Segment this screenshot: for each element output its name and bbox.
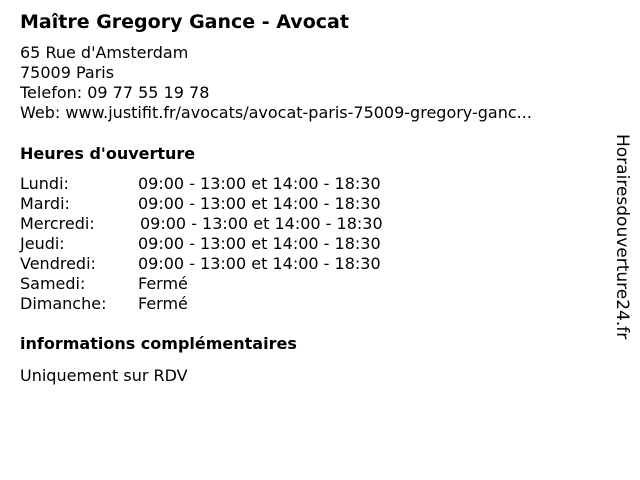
hours-time: 09:00 - 13:00 et 14:00 - 18:30 bbox=[140, 214, 383, 233]
hours-day: Mardi: bbox=[20, 194, 70, 213]
phone-number: Telefon: 09 77 55 19 78 bbox=[20, 83, 210, 102]
address-block bbox=[20, 43, 532, 123]
hours-time: 09:00 - 13:00 et 14:00 - 18:30 bbox=[138, 174, 381, 193]
website-link: Web: www.justifit.fr/avocats/avocat-paris-75009-gregory-ganc... bbox=[20, 103, 532, 122]
hours-time: 09:00 - 13:00 et 14:00 - 18:30 bbox=[138, 234, 381, 253]
hours-time: 09:00 - 13:00 et 14:00 - 18:30 bbox=[138, 194, 381, 213]
city-postal: 75009 Paris bbox=[20, 63, 115, 82]
info-text: Uniquement sur RDV bbox=[20, 366, 188, 385]
hours-day: Dimanche: bbox=[20, 294, 107, 313]
page-title: Maître Gregory Gance - Avocat bbox=[20, 11, 349, 33]
hours-day: Samedi: bbox=[20, 274, 86, 293]
hours-time: Fermé bbox=[138, 294, 188, 313]
hours-day: Mercredi: bbox=[20, 214, 95, 233]
site-watermark: Horairesdouverture24.fr bbox=[612, 134, 632, 340]
hours-heading: Heures d'ouverture bbox=[20, 144, 196, 163]
hours-day: Lundi: bbox=[20, 174, 69, 193]
info-heading: informations complémentaires bbox=[20, 334, 297, 353]
hours-day: Vendredi: bbox=[20, 254, 96, 273]
hours-time: 09:00 - 13:00 et 14:00 - 18:30 bbox=[138, 254, 381, 273]
hours-time: Fermé bbox=[138, 274, 188, 293]
street-address: 65 Rue d'Amsterdam bbox=[20, 43, 189, 62]
hours-day: Jeudi: bbox=[20, 234, 65, 253]
